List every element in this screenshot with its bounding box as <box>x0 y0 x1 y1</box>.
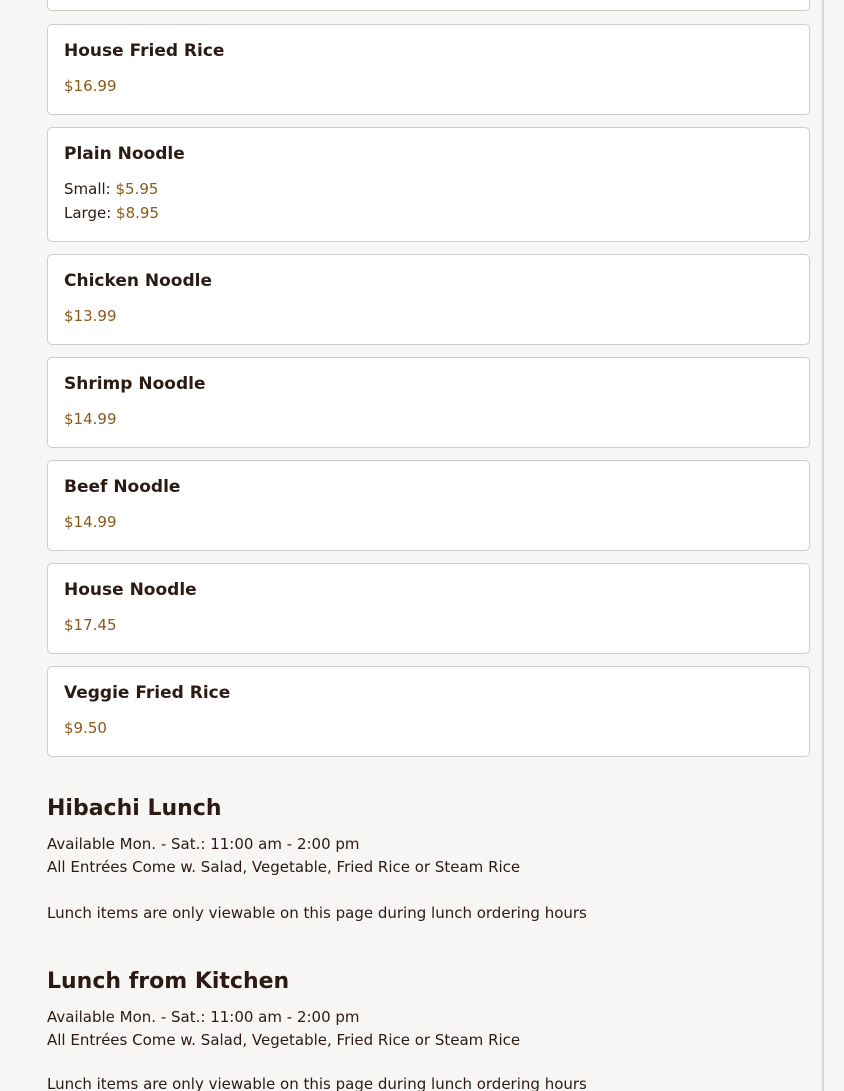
size-option-label: Large: <box>64 204 112 222</box>
menu-item-name: House Fried Rice <box>64 41 225 61</box>
menu-item-card[interactable] <box>47 127 810 242</box>
section-availability: Available Mon. - Sat.: 11:00 am - 2:00 pm <box>47 1008 360 1026</box>
size-option-row <box>64 180 158 198</box>
menu-item-card[interactable] <box>47 24 810 115</box>
menu-item-card[interactable] <box>47 666 810 757</box>
menu-item-price: $14.99 <box>64 410 117 428</box>
menu-item-name: Chicken Noodle <box>64 271 212 291</box>
menu-item-price: $16.99 <box>64 77 117 95</box>
menu-item-name: Beef Noodle <box>64 477 181 497</box>
menu-item-price: $14.99 <box>64 513 117 531</box>
menu-item-card[interactable] <box>47 254 810 345</box>
section-title: Lunch from Kitchen <box>47 969 290 994</box>
menu-item-price: $9.50 <box>64 719 107 737</box>
menu-item-card[interactable] <box>47 563 810 654</box>
section-entree-note: All Entrées Come w. Salad, Vegetable, Fried Rice or Steam Rice <box>47 858 521 876</box>
section-availability: Available Mon. - Sat.: 11:00 am - 2:00 pm <box>47 835 360 853</box>
menu-item-card[interactable] <box>47 460 810 551</box>
menu-item-price: $13.99 <box>64 307 117 325</box>
menu-item-name: Plain Noodle <box>64 144 185 164</box>
section-entree-note: All Entrées Come w. Salad, Vegetable, Fried Rice or Steam Rice <box>47 1031 521 1049</box>
menu-item-price: $17.45 <box>64 616 117 634</box>
menu-item-card[interactable] <box>47 357 810 448</box>
menu-item-name: House Noodle <box>64 580 197 600</box>
menu-item-card-partial[interactable] <box>47 0 810 11</box>
size-option-row <box>64 204 159 222</box>
section-notice: Lunch items are only viewable on this page during lunch ordering hours <box>47 1075 587 1091</box>
section-notice: Lunch items are only viewable on this page during lunch ordering hours <box>47 904 587 922</box>
menu-item-name: Shrimp Noodle <box>64 374 206 394</box>
menu-item-name: Veggie Fried Rice <box>64 683 231 703</box>
size-option-label: Small: <box>64 180 111 198</box>
section-title: Hibachi Lunch <box>47 796 222 821</box>
size-option-price: $5.95 <box>115 180 159 198</box>
size-option-price: $8.95 <box>116 204 159 222</box>
